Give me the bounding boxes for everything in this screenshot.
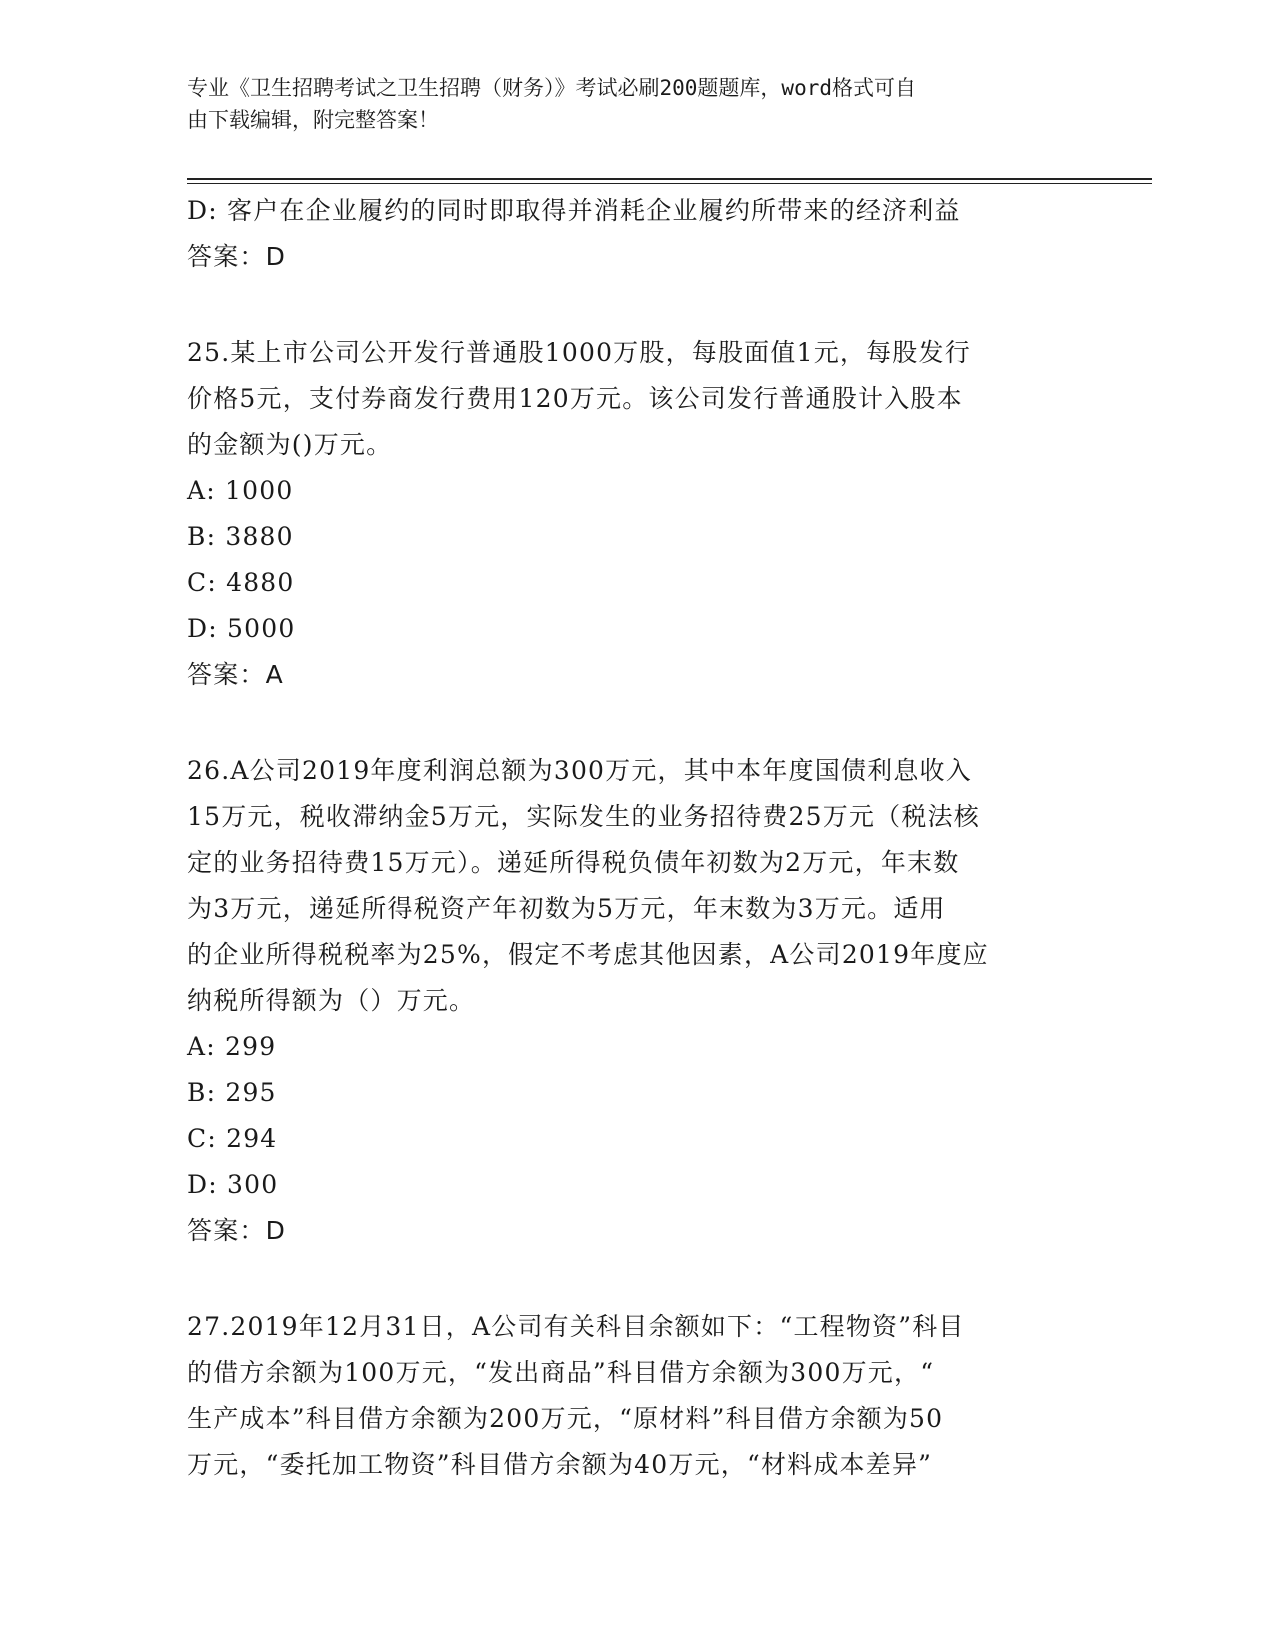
question-stem-line: 的借方余额为100万元，“发出商品”科目借方余额为300万元，“ (187, 1358, 935, 1387)
header-line-1: 专业《卫生招聘考试之卫生招聘（财务）》考试必刷200题题库，word格式可自 (187, 76, 916, 100)
answer: 答案：A (187, 660, 284, 689)
option-b: B: 3880 (187, 522, 294, 551)
question-stem-line: 生产成本”科目借方余额为200万元，“原材料”科目借方余额为50 (187, 1404, 944, 1433)
question-26 (187, 748, 1087, 1254)
option-b: B: 295 (187, 1078, 277, 1107)
option-d: D: 客户在企业履约的同时即取得并消耗企业履约所带来的经济利益 (187, 196, 961, 225)
question-stem-line: 26.A公司2019年度利润总额为300万元，其中本年度国债利息收入 (187, 756, 972, 785)
question-stem-line: 为3万元，递延所得税资产年初数为5万元，年末数为3万元。适用 (187, 894, 946, 923)
option-c: C: 4880 (187, 568, 295, 597)
header-rule-thin (187, 183, 1152, 184)
option-c: C: 294 (187, 1124, 278, 1153)
answer: 答案：D (187, 1216, 287, 1245)
header-rule-thick (187, 178, 1152, 180)
question-stem-line: 25.某上市公司公开发行普通股1000万股，每股面值1元，每股发行 (187, 338, 971, 367)
spacer (187, 280, 1087, 330)
question-stem-line: 万元，“委托加工物资”科目借方余额为40万元，“材料成本差异” (187, 1450, 933, 1479)
spacer (187, 698, 1087, 748)
question-stem-line: 定的业务招待费15万元）。递延所得税负债年初数为2万元，年末数 (187, 848, 960, 877)
header-line-2: 由下载编辑，附完整答案！ (187, 108, 439, 132)
option-a: A: 299 (187, 1032, 277, 1061)
question-stem-line: 的金额为()万元。 (187, 430, 393, 459)
question-stem-line: 价格5元，支付券商发行费用120万元。该公司发行普通股计入股本 (187, 384, 963, 413)
question-stem-line: 纳税所得额为（）万元。 (187, 986, 476, 1015)
question-stem-line: 27.2019年12月31日，A公司有关科目余额如下：“工程物资”科目 (187, 1312, 965, 1341)
question-stem-line: 15万元，税收滞纳金5万元，实际发生的业务招待费25万元（税法核 (187, 802, 980, 831)
question-27 (187, 1304, 1087, 1488)
document-header (187, 72, 1067, 136)
question-stem-line: 的企业所得税税率为25%，假定不考虑其他因素，A公司2019年度应 (187, 940, 989, 969)
option-d: D: 300 (187, 1170, 279, 1199)
document-body (187, 188, 1087, 1488)
answer: 答案：D (187, 242, 287, 271)
question-24-tail (187, 188, 1087, 280)
spacer (187, 1254, 1087, 1304)
option-a: A: 1000 (187, 476, 294, 505)
question-25 (187, 330, 1087, 698)
option-d: D: 5000 (187, 614, 296, 643)
